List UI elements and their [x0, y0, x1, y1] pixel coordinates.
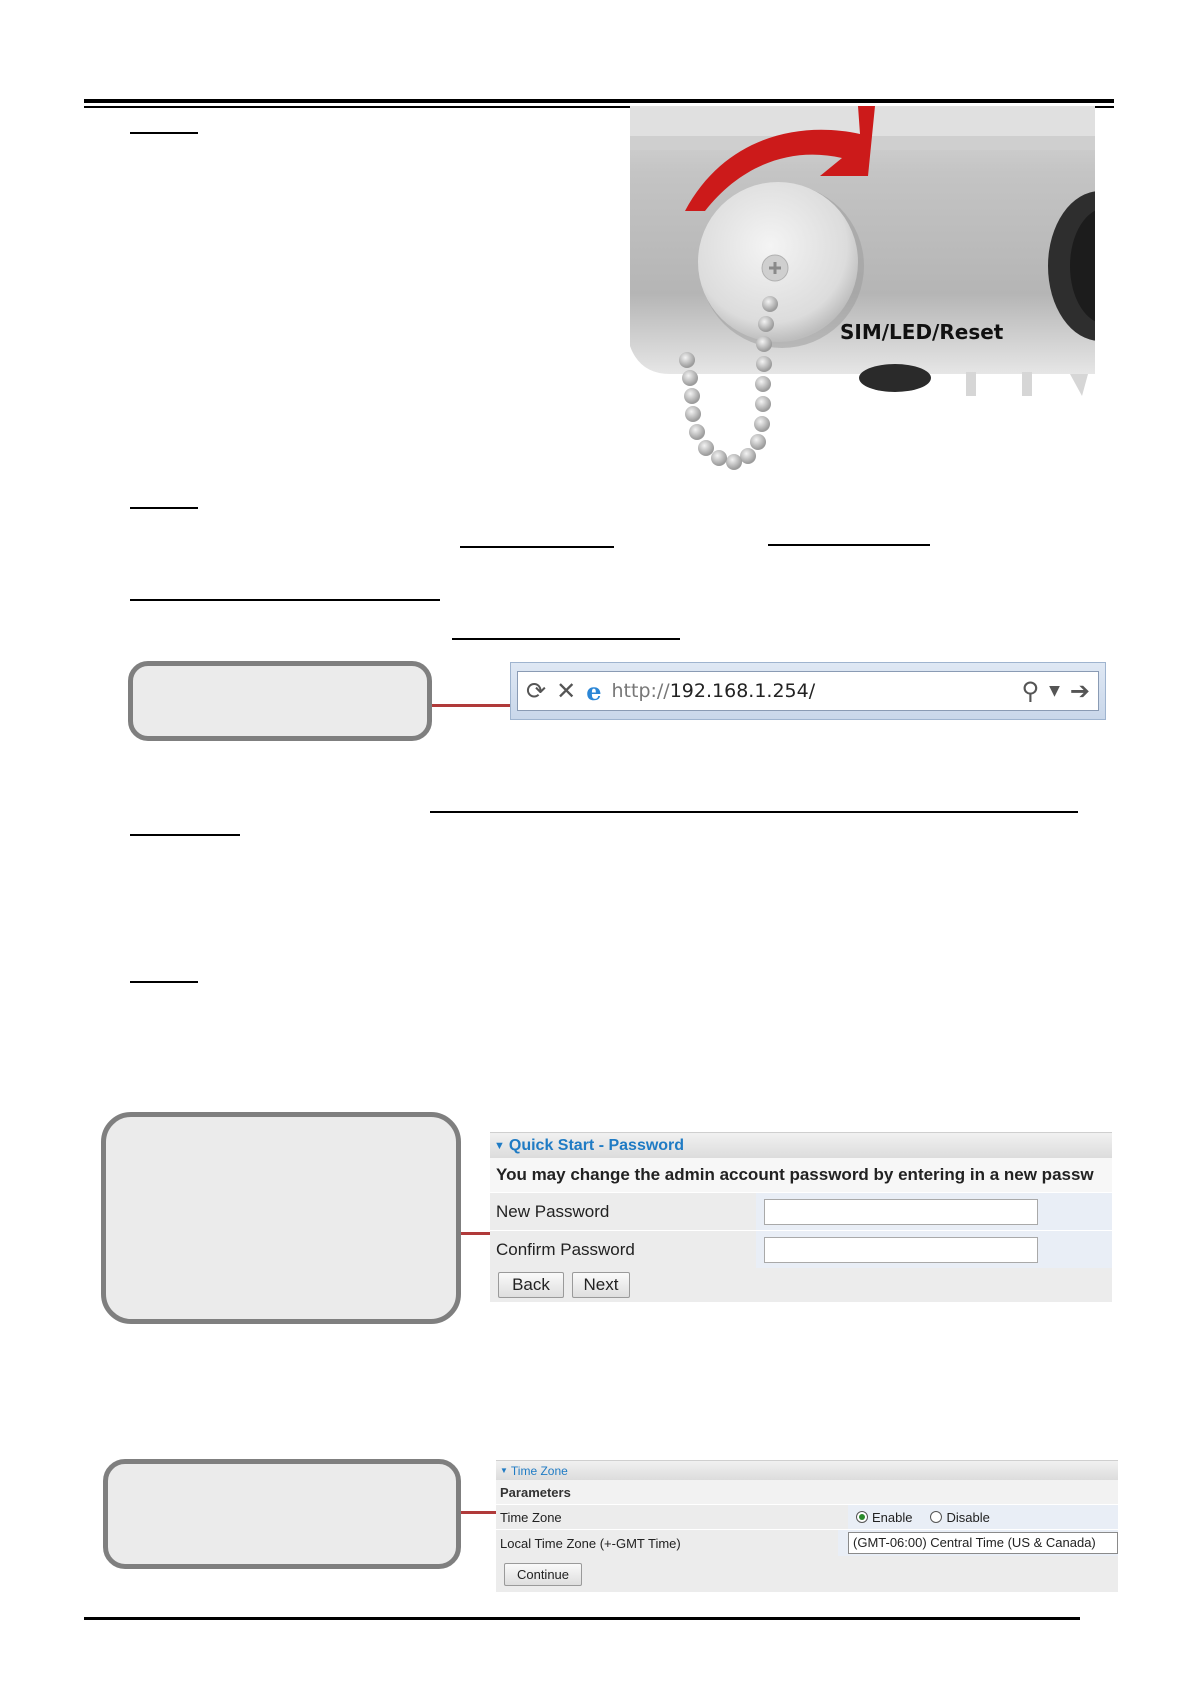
- local-time-zone-label: Local Time Zone (+-GMT Time): [496, 1530, 838, 1556]
- callout-connector-3: [461, 1511, 496, 1514]
- local-time-zone-cell: [838, 1530, 1118, 1556]
- local-time-zone-select[interactable]: (GMT-06:00) Central Time (US & Canada): [848, 1532, 1118, 1554]
- callout-box-1: [128, 661, 432, 741]
- step-heading-underline-3: [130, 981, 198, 983]
- new-password-cell: [756, 1193, 1112, 1230]
- password-panel-title: Quick Start - Password: [508, 1136, 685, 1154]
- url-protocol: http://: [611, 680, 670, 702]
- next-button[interactable]: Next: [572, 1272, 630, 1298]
- time-zone-options: [848, 1505, 1118, 1529]
- step-heading-underline-1: [130, 132, 198, 134]
- callout-connector-2: [461, 1232, 491, 1235]
- ie-logo-icon: e: [586, 676, 602, 706]
- collapse-triangle-icon[interactable]: ▼: [494, 1139, 505, 1152]
- confirm-password-input[interactable]: [764, 1237, 1038, 1263]
- time-zone-row: [496, 1504, 1118, 1529]
- local-time-zone-row: [496, 1529, 1118, 1556]
- new-password-row: [490, 1192, 1112, 1230]
- password-button-row: [490, 1268, 1112, 1302]
- enable-label: Enable: [872, 1509, 913, 1525]
- stop-icon[interactable]: ✕: [556, 677, 577, 705]
- confirm-password-label: Confirm Password: [490, 1231, 756, 1268]
- device-photo: [630, 106, 1095, 476]
- timezone-panel: [496, 1460, 1118, 1592]
- link-underline-c: [452, 638, 680, 640]
- footer-rule: [84, 1617, 1080, 1620]
- link-underline-b: [768, 544, 930, 546]
- continue-button[interactable]: Continue: [504, 1563, 582, 1586]
- password-intro: You may change the admin account password by entering in a new passw: [490, 1158, 1112, 1192]
- password-panel-title-bar: [490, 1132, 1112, 1158]
- enable-radio-dot: [859, 1514, 865, 1520]
- callout-box-3: [103, 1459, 461, 1569]
- timezone-button-row: [496, 1556, 1118, 1592]
- header-rule-thick: [84, 99, 1114, 103]
- confirm-password-cell: [756, 1231, 1112, 1268]
- callout-box-2: [101, 1112, 461, 1324]
- password-panel: [490, 1132, 1112, 1304]
- dropdown-icon[interactable]: ▼: [1049, 683, 1060, 699]
- search-icon[interactable]: ⚲: [1021, 677, 1040, 705]
- section-underline: [130, 599, 440, 601]
- disable-label: Disable: [946, 1509, 990, 1525]
- back-button[interactable]: Back: [498, 1272, 564, 1298]
- device-illustration: [630, 106, 1095, 476]
- short-underline: [130, 834, 240, 836]
- refresh-icon[interactable]: ⟳: [526, 677, 547, 705]
- long-underline: [430, 811, 1078, 813]
- collapse-triangle-icon[interactable]: ▼: [500, 1466, 508, 1475]
- timezone-panel-title-bar: [496, 1460, 1118, 1480]
- browser-address-bar: [510, 662, 1106, 720]
- port-label: SIM/LED/Reset: [840, 320, 1004, 344]
- enable-radio[interactable]: [856, 1511, 868, 1523]
- link-underline-a: [460, 546, 614, 548]
- address-field[interactable]: [517, 671, 1099, 711]
- go-arrow-icon[interactable]: ➔: [1069, 677, 1090, 705]
- disable-radio[interactable]: [930, 1511, 942, 1523]
- confirm-password-row: [490, 1230, 1112, 1268]
- time-zone-label: Time Zone: [496, 1505, 848, 1529]
- new-password-input[interactable]: [764, 1199, 1038, 1225]
- new-password-label: New Password: [490, 1193, 756, 1230]
- parameters-header: Parameters: [496, 1480, 1118, 1504]
- step-heading-underline-2: [130, 507, 198, 509]
- timezone-panel-title: Time Zone: [510, 1463, 568, 1478]
- url-host: 192.168.1.254/: [669, 680, 816, 702]
